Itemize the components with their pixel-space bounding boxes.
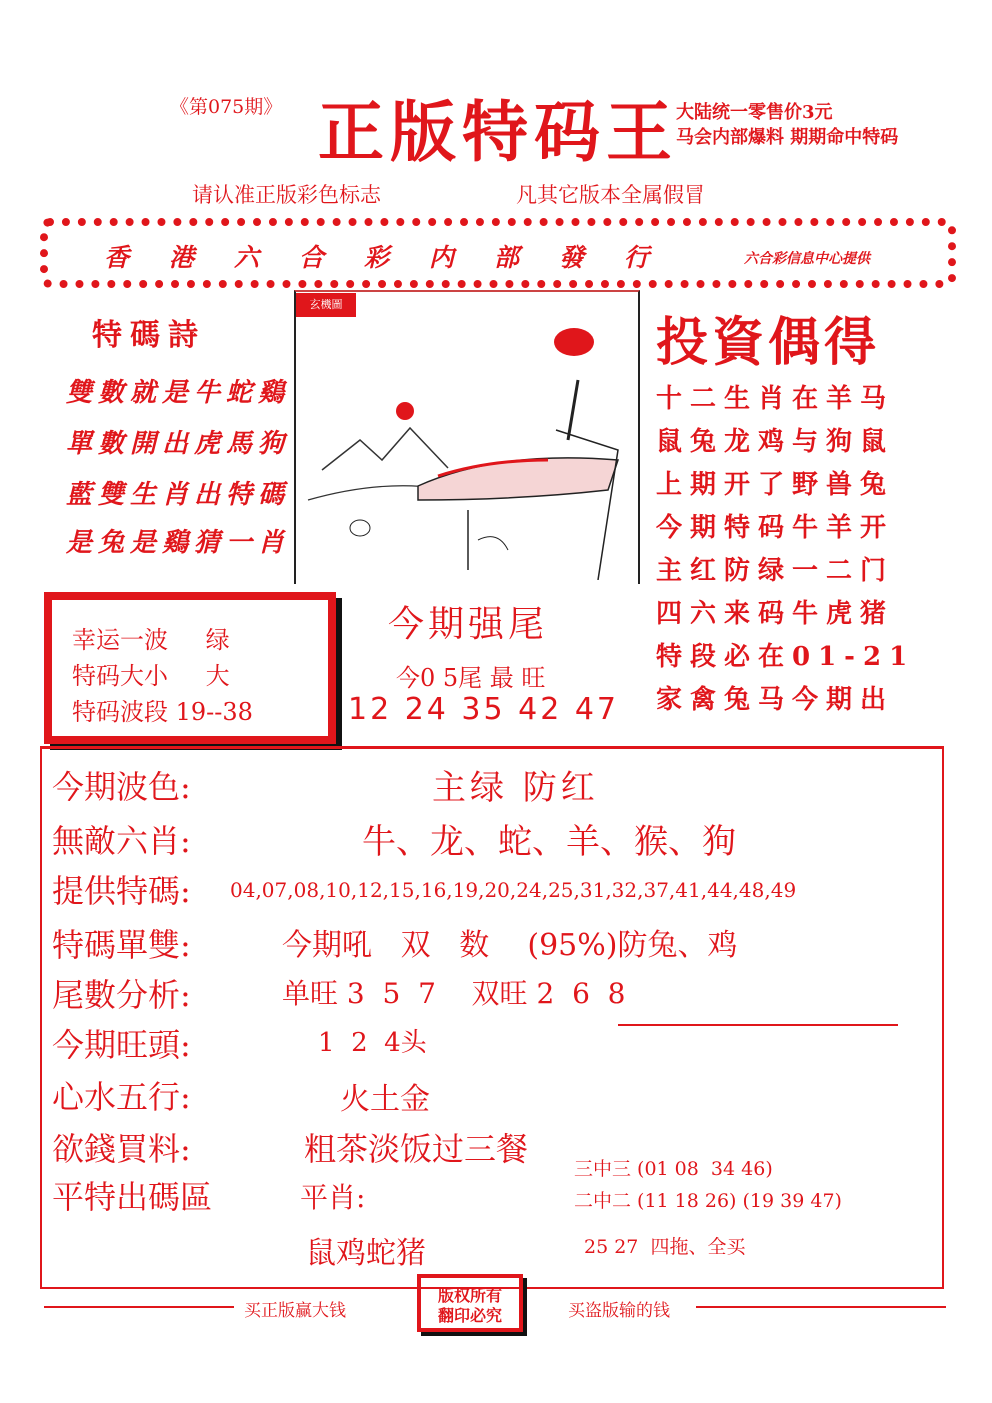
row-value: 04,07,08,10,12,15,16,19,20,24,25,31,32,37,41,44,48,49 (230, 878, 797, 902)
copyright-line: 版权所有 (437, 1286, 502, 1305)
footer-right-text: 买盗版输的钱 (568, 1301, 670, 1321)
row-value: 1 2 4头 (318, 1028, 427, 1058)
footer-rule-right (696, 1306, 946, 1308)
poem-line: 是兔是鷄猜一肖 (66, 528, 291, 558)
counterfeit-note: 凡其它版本全属假冒 (516, 183, 705, 207)
poem-title: 特碼詩 (92, 318, 206, 353)
footer-rule-left (44, 1306, 234, 1308)
row-value: 火土金 (340, 1082, 430, 1117)
issue-number: 《第075期》 (170, 96, 283, 118)
invest-line: 家禽兔马今期出 (656, 685, 895, 715)
tail-subtitle: 今0 5尾 最 旺 (396, 664, 546, 692)
tagline: 马会内部爆料 期期命中特码 (676, 127, 899, 148)
lucky-row (72, 692, 253, 727)
poem-line: 藍雙生肖出特碼 (66, 480, 291, 510)
authentic-note: 请认准正版彩色标志 (192, 183, 381, 207)
row-label: 平特出碼區 (52, 1178, 213, 1216)
combo-drag: 25 27 四拖、全买 (584, 1236, 746, 1258)
row-value: 主绿 防红 (432, 768, 599, 808)
flat-animals: 鼠鸡蛇猪 (306, 1236, 426, 1271)
row-value: 牛、龙、蛇、羊、猴、狗 (362, 822, 736, 862)
lucky-label: 特码大小 (72, 662, 168, 690)
riddle-picture-illustration (298, 300, 632, 580)
page-title: 正版特码王 (318, 93, 678, 171)
price-note: 大陆统一零售价3元 (676, 102, 833, 123)
row-label: 今期旺頭: (52, 1026, 191, 1064)
lucky-value: 大 (205, 662, 230, 690)
row-label: 心水五行: (52, 1078, 191, 1116)
row-value: 粗茶淡饭过三餐 (304, 1130, 529, 1168)
poem-line: 單數開出虎馬狗 (66, 429, 291, 459)
tail-title: 今期强尾 (388, 604, 549, 645)
row-value: 单旺 3 5 7 双旺 2 6 8 (282, 977, 626, 1010)
copyright-line: 翻印必究 (437, 1306, 502, 1325)
row-label: 提供特碼: (52, 872, 191, 910)
combo-two: 二中二 (11 18 26) (19 39 47) (574, 1190, 842, 1212)
copyright-box (417, 1274, 523, 1332)
invest-line: 今期特码牛羊开 (656, 513, 895, 543)
row-label: 欲錢買料: (52, 1130, 191, 1168)
row-value: 平肖: (300, 1181, 366, 1214)
invest-line: 鼠兔龙鸡与狗鼠 (656, 427, 895, 457)
row-label: 特碼單雙: (52, 926, 191, 964)
poem-line: 雙數就是牛蛇鷄 (66, 378, 291, 408)
riddle-picture-logo: 玄機圖 (296, 293, 356, 317)
invest-line: 主红防绿一二门 (656, 556, 895, 586)
row-label: 無敵六肖: (52, 822, 191, 860)
footer-left-text: 买正版赢大钱 (244, 1301, 346, 1321)
lucky-row (72, 620, 230, 655)
invest-line: 四六来码牛虎猪 (656, 599, 895, 629)
lucky-value: 绿 (205, 626, 230, 654)
lucky-value: 19--38 (175, 698, 253, 726)
banner-provider: 六合彩信息中心提供 (744, 251, 870, 267)
invest-line: 特段必在01-21 (656, 642, 916, 672)
invest-title: 投資偶得 (656, 312, 881, 373)
combo-three: 三中三 (01 08 34 46) (574, 1158, 773, 1180)
invest-line: 上期开了野兽兔 (656, 470, 895, 500)
lucky-label: 特码波段 (72, 698, 168, 726)
lucky-row (72, 656, 230, 691)
divider-line (618, 1024, 898, 1026)
banner-text: 香港六合彩内部發行 (104, 243, 690, 272)
row-label: 尾數分析: (52, 976, 191, 1014)
lucky-label: 幸运一波 (72, 626, 168, 654)
row-value: 今期吼 双 数 (95%)防兔、鸡 (282, 928, 738, 963)
tail-numbers: 12 24 35 42 47 (348, 692, 620, 727)
invest-line: 十二生肖在羊马 (656, 384, 895, 414)
row-label: 今期波色: (52, 768, 191, 806)
